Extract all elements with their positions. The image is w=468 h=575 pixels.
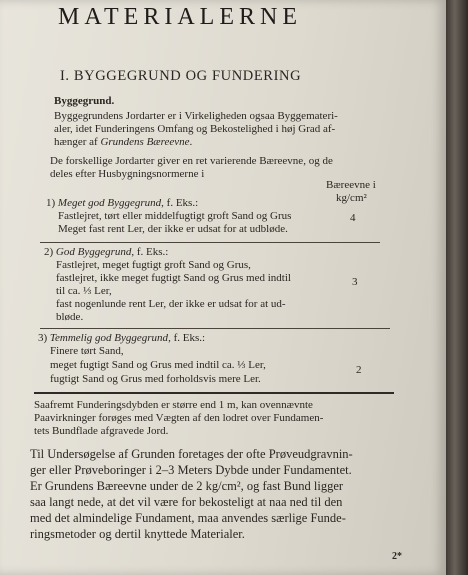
para2-line-1: De forskellige Jordarter giver en ret varierende Bæreevne, og de: [50, 155, 333, 167]
category-2-name: God Byggegrund: [55, 246, 132, 258]
category-1-name: Meget god Byggegrund: [57, 197, 162, 209]
para4-line-5: med det almindelige Fundament, maa anvendes særlige Funde-: [30, 511, 346, 525]
para3-line-1: Saafremt Funderingsdybden er større end 1 m, kan ovennævnte: [34, 399, 313, 411]
category-3-line-2: meget fugtigt Sand og Grus med indtil ca. ⅓ Ler,: [50, 359, 266, 371]
category-3-line-3: fugtigt Sand og Grus med forholdsvis mere Ler.: [50, 373, 261, 385]
category-3-heading: [38, 332, 205, 345]
intro-line-3-end: .: [189, 136, 193, 148]
category-3-value: 2: [356, 364, 362, 376]
intro-line-2: aler, idet Funderingens Omfang og Bekostelighed i høj Grad af-: [54, 123, 336, 135]
category-2-line-3: til ca. ⅓ Ler,: [56, 285, 112, 297]
page-number: 2*: [392, 551, 402, 562]
divider-2: [40, 328, 390, 329]
category-2-line-5: bløde.: [56, 311, 84, 323]
category-1-line-2: Meget fast rent Ler, der ikke er udsat for at udbløde.: [58, 223, 288, 235]
category-2-suffix: , f. Eks.:: [131, 246, 169, 258]
intro-emphasis: Grundens Bæreevne: [100, 136, 190, 148]
intro-line-3: [54, 136, 192, 149]
page-title: MATERIALERNE: [58, 4, 302, 30]
intro-line-1: Byggegrundens Jordarter er i Virkeligheden ogsaa Byggemateri-: [54, 110, 338, 122]
category-2-line-2: fastlejret, ikke meget fugtigt Sand og Grus med indtil: [56, 272, 291, 284]
category-1-line-1: Fastlejret, tørt eller middelfugtigt groft Sand og Grus: [58, 210, 292, 222]
book-edge-shadow: [446, 0, 468, 575]
column-header-line-2: kg/cm²: [336, 192, 367, 204]
category-3-line-1: Finere tørt Sand,: [50, 345, 124, 357]
category-1-suffix: , f. Eks.:: [161, 197, 199, 209]
subheading: Byggegrund.: [54, 95, 115, 107]
divider-3: [34, 392, 394, 394]
para4-line-4: saa langt nede, at det vil være for bekosteligt at naa ned til den: [30, 495, 343, 509]
category-3-name: Temmelig god Byggegrund: [49, 332, 169, 344]
intro-line-3-text: hænger af: [54, 136, 101, 148]
para3-line-2: Paavirkninger forøges med Vægten af den lodret over Fundamen-: [34, 412, 324, 424]
category-2-prefix: 2): [44, 246, 56, 258]
category-3-suffix: , f. Eks.:: [168, 332, 206, 344]
category-2-line-1: Fastlejret, meget fugtigt groft Sand og Grus,: [56, 259, 251, 271]
para4-line-2: ger eller Prøveboringer i 2–3 Meters Dybde under Fundamentet.: [30, 463, 352, 477]
divider-1: [40, 242, 380, 243]
column-header-line-1: Bæreevne i: [326, 179, 376, 191]
para4-line-6: ringsmetoder og dertil knyttede Materialer.: [30, 527, 245, 541]
para3-line-3: tets Bundflade afgravede Jord.: [34, 425, 169, 437]
category-2-line-4: fast nogenlunde rent Ler, der ikke er udsat for at ud-: [56, 298, 286, 310]
category-1-prefix: 1): [46, 197, 58, 209]
category-1-heading: [46, 197, 198, 210]
category-1-value: 4: [350, 212, 356, 224]
para4-line-1: Til Undersøgelse af Grunden foretages der ofte Prøveudgravnin-: [30, 447, 353, 461]
category-2-heading: [44, 246, 168, 259]
para4-line-3: Er Grundens Bæreevne under de 2 kg/cm², og fast Bund ligger: [30, 479, 344, 493]
category-2-value: 3: [352, 276, 358, 288]
category-3-prefix: 3): [38, 332, 50, 344]
para2-line-2: deles efter Husbygningsnormerne i: [50, 168, 205, 180]
section-heading: I. BYGGEGRUND OG FUNDERING: [60, 68, 302, 84]
